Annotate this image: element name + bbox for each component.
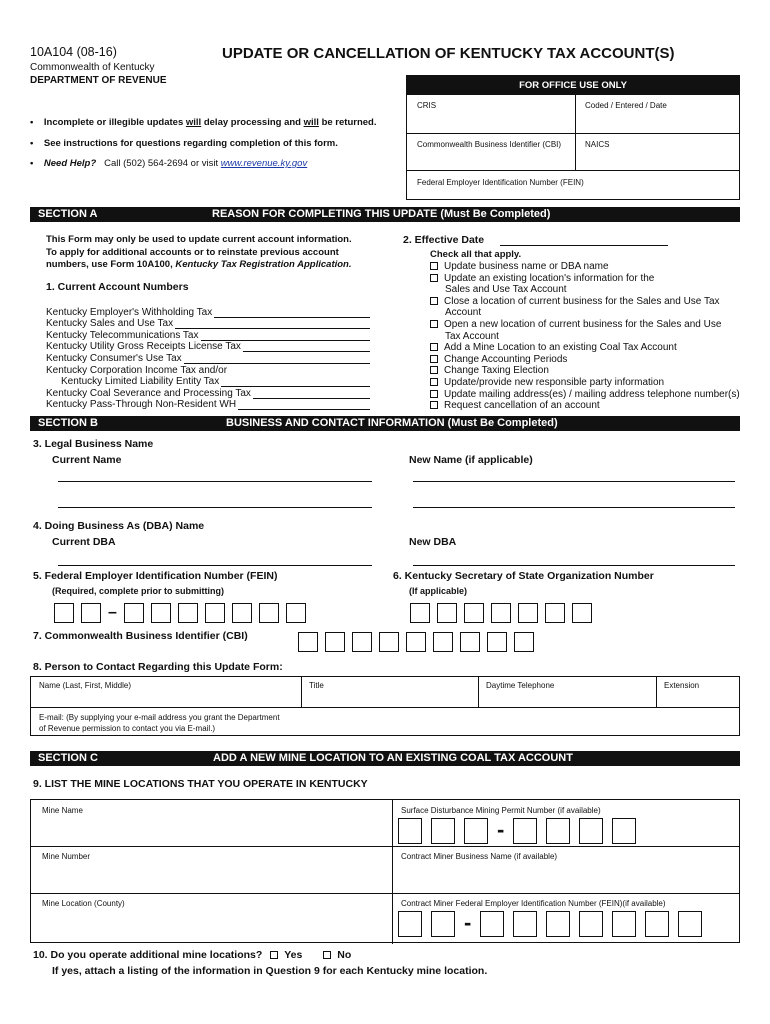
option-accounting-periods[interactable]: Change Accounting Periods bbox=[430, 354, 740, 366]
section-a-title: REASON FOR COMPLETING THIS UPDATE (Must Be Completed) bbox=[212, 208, 551, 220]
contact-ext-field[interactable]: Extension bbox=[664, 681, 700, 690]
checkbox[interactable] bbox=[430, 378, 438, 386]
option-mailing-address[interactable]: Update mailing address(es) / mailing address telephone number(s) bbox=[430, 389, 740, 401]
office-use-title: FOR OFFICE USE ONLY bbox=[407, 76, 739, 95]
option-cancellation[interactable]: Request cancellation of an account bbox=[430, 400, 740, 412]
legal-name-heading: 3. Legal Business Name bbox=[33, 438, 154, 450]
checkbox[interactable] bbox=[430, 343, 438, 351]
reason-options bbox=[430, 261, 740, 412]
office-use-box bbox=[406, 75, 740, 200]
effective-date-label: 2. Effective Date bbox=[403, 234, 485, 246]
section-b-title: BUSINESS AND CONTACT INFORMATION (Must Be Completed) bbox=[226, 417, 558, 429]
coded-field[interactable]: Coded / Entered / Date bbox=[585, 101, 667, 110]
checkbox[interactable] bbox=[430, 390, 438, 398]
bullet-incomplete: • Incomplete or illegible updates will delay processing and will be returned. bbox=[30, 117, 377, 128]
current-name-line-1[interactable] bbox=[58, 470, 372, 482]
section-b-header bbox=[30, 416, 740, 431]
checkbox[interactable] bbox=[430, 355, 438, 363]
current-name-label: Current Name bbox=[52, 454, 122, 466]
account-utility-field[interactable]: Kentucky Utility Gross Receipts License Tax bbox=[46, 341, 370, 353]
option-add-mine[interactable]: Add a Mine Location to an existing Coal Tax Account bbox=[430, 342, 740, 354]
option-taxing-election[interactable]: Change Taxing Election bbox=[430, 365, 740, 377]
contact-email-field[interactable]: E-mail: (By supplying your e-mail address you grant the Department of Revenue permission to contact you via E-mail.) bbox=[39, 713, 280, 733]
form-id: 10A104 (08-16) bbox=[30, 45, 117, 59]
current-dba-label: Current DBA bbox=[52, 536, 116, 548]
section-c-title: ADD A NEW MINE LOCATION TO AN EXISTING COAL TAX ACCOUNT bbox=[213, 752, 573, 764]
option-responsible-party[interactable]: Update/provide new responsible party information bbox=[430, 377, 740, 389]
dba-heading: 4. Doing Business As (DBA) Name bbox=[33, 520, 205, 532]
office-fein-field[interactable]: Federal Employer Identification Number (FEIN) bbox=[417, 178, 584, 187]
section-b-label: SECTION B bbox=[38, 417, 98, 429]
checkbox[interactable] bbox=[430, 366, 438, 374]
permit-label: Surface Disturbance Mining Permit Number (if available) bbox=[401, 806, 601, 815]
option-close-location[interactable]: Close a location of current business for the Sales and Use Tax bbox=[430, 296, 740, 308]
account-sales-use-field[interactable]: Kentucky Sales and Use Tax bbox=[46, 318, 370, 330]
checkbox[interactable] bbox=[430, 297, 438, 305]
commonwealth-label: Commonwealth of Kentucky bbox=[30, 62, 155, 73]
current-name-line-2[interactable] bbox=[58, 496, 372, 508]
account-passthrough-field[interactable]: Kentucky Pass-Through Non-Resident WH bbox=[46, 399, 370, 411]
option-update-name[interactable]: Update business name or DBA name bbox=[430, 261, 740, 273]
account-llet-field[interactable]: Kentucky Limited Liability Entity Tax bbox=[46, 376, 370, 388]
mine-locations-heading: 9. LIST THE MINE LOCATIONS THAT YOU OPERATE IN KENTUCKY bbox=[33, 778, 368, 790]
fein-digits[interactable]: – bbox=[54, 603, 306, 623]
option-update-location[interactable]: Update an existing location's information for the bbox=[430, 273, 740, 285]
option-close-location-cont: Account bbox=[445, 307, 482, 319]
mine-name-field[interactable]: Mine Name bbox=[42, 806, 83, 815]
fein-heading: 5. Federal Employer Identification Number (FEIN) bbox=[33, 570, 278, 582]
new-name-line-2[interactable] bbox=[413, 496, 735, 508]
option-open-location[interactable]: Open a new location of current business for the Sales and Use bbox=[430, 319, 740, 331]
current-accounts-heading: 1. Current Account Numbers bbox=[46, 281, 189, 293]
section-c-label: SECTION C bbox=[38, 752, 98, 764]
cbi-heading: 7. Commonwealth Business Identifier (CBI) bbox=[33, 630, 248, 642]
checkbox[interactable] bbox=[430, 401, 438, 409]
contact-phone-field[interactable]: Daytime Telephone bbox=[486, 681, 555, 690]
contact-table bbox=[30, 676, 740, 736]
account-coal-field[interactable]: Kentucky Coal Severance and Processing Tax bbox=[46, 387, 370, 399]
effective-date-field[interactable] bbox=[500, 234, 668, 246]
page-title: UPDATE OR CANCELLATION OF KENTUCKY TAX ACCOUNT(S) bbox=[222, 45, 675, 62]
department-label: DEPARTMENT OF REVENUE bbox=[30, 75, 167, 86]
checkbox[interactable] bbox=[430, 262, 438, 270]
cris-field[interactable]: CRIS bbox=[417, 101, 437, 110]
new-dba-label: New DBA bbox=[409, 536, 457, 548]
yes-checkbox[interactable] bbox=[270, 951, 278, 959]
sos-sublabel: (If applicable) bbox=[409, 586, 468, 596]
mine-number-field[interactable]: Mine Number bbox=[42, 852, 91, 861]
cbi-digits[interactable] bbox=[298, 632, 534, 652]
account-telecom-field[interactable]: Kentucky Telecommunications Tax bbox=[46, 329, 370, 341]
sos-digits[interactable] bbox=[410, 603, 592, 623]
bullet-instructions: • See instructions for questions regarding completion of this form. bbox=[30, 138, 338, 149]
additional-mines-question: 10. Do you operate additional mine locations? Yes No bbox=[33, 949, 352, 961]
section-a-header bbox=[30, 207, 740, 222]
revenue-link[interactable]: www.revenue.ky.gov bbox=[220, 158, 308, 169]
additional-mines-note: If yes, attach a listing of the information in Question 9 for each Kentucky mine location. bbox=[52, 965, 488, 977]
contact-heading: 8. Person to Contact Regarding this Update Form: bbox=[33, 661, 283, 673]
no-checkbox[interactable] bbox=[323, 951, 331, 959]
new-name-line-1[interactable] bbox=[413, 470, 735, 482]
new-name-label: New Name (if applicable) bbox=[409, 454, 533, 466]
option-update-location-cont: Sales and Use Tax Account bbox=[445, 284, 567, 296]
account-list bbox=[46, 306, 370, 410]
contract-name-field[interactable]: Contract Miner Business Name (if available) bbox=[401, 852, 558, 861]
section-a-label: SECTION A bbox=[38, 208, 98, 220]
section-c-header bbox=[30, 751, 740, 766]
contact-title-field[interactable]: Title bbox=[309, 681, 324, 690]
naics-field[interactable]: NAICS bbox=[585, 140, 610, 149]
sos-heading: 6. Kentucky Secretary of State Organization Number bbox=[393, 570, 654, 582]
permit-digits[interactable]: - bbox=[398, 818, 636, 844]
account-consumer-use-field[interactable]: Kentucky Consumer's Use Tax bbox=[46, 352, 370, 364]
current-dba-field[interactable] bbox=[58, 554, 372, 566]
bullet-help: • Need Help? Call (502) 564-2694 or visit www.revenue.ky.gov bbox=[30, 158, 308, 169]
yes-label: Yes bbox=[284, 949, 303, 961]
section-a-intro: This Form may only be used to update current account information. To apply for additional accounts or to reinstate previous account numbers, use Form 10A100, Kentucky Tax Registration Application. bbox=[46, 234, 352, 270]
contact-name-field[interactable]: Name (Last, First, Middle) bbox=[39, 681, 132, 690]
fein-sublabel: (Required, complete prior to submitting) bbox=[52, 586, 225, 596]
new-dba-field[interactable] bbox=[413, 554, 735, 566]
contract-fein-label: Contract Miner Federal Employer Identification Number (FEIN)(if available) bbox=[401, 899, 666, 908]
checkbox[interactable] bbox=[430, 274, 438, 282]
account-corporation-label: Kentucky Corporation Income Tax and/or bbox=[46, 364, 228, 376]
mine-location-field[interactable]: Mine Location (County) bbox=[42, 899, 125, 908]
contract-fein-digits[interactable]: - bbox=[398, 911, 702, 937]
no-label: No bbox=[337, 949, 352, 961]
account-withholding-field[interactable]: Kentucky Employer's Withholding Tax bbox=[46, 306, 370, 318]
checkbox[interactable] bbox=[430, 320, 438, 328]
option-open-location-cont: Tax Account bbox=[445, 330, 499, 342]
check-all-label: Check all that apply. bbox=[430, 249, 522, 260]
office-cbi-field[interactable]: Commonwealth Business Identifier (CBI) bbox=[417, 140, 562, 149]
